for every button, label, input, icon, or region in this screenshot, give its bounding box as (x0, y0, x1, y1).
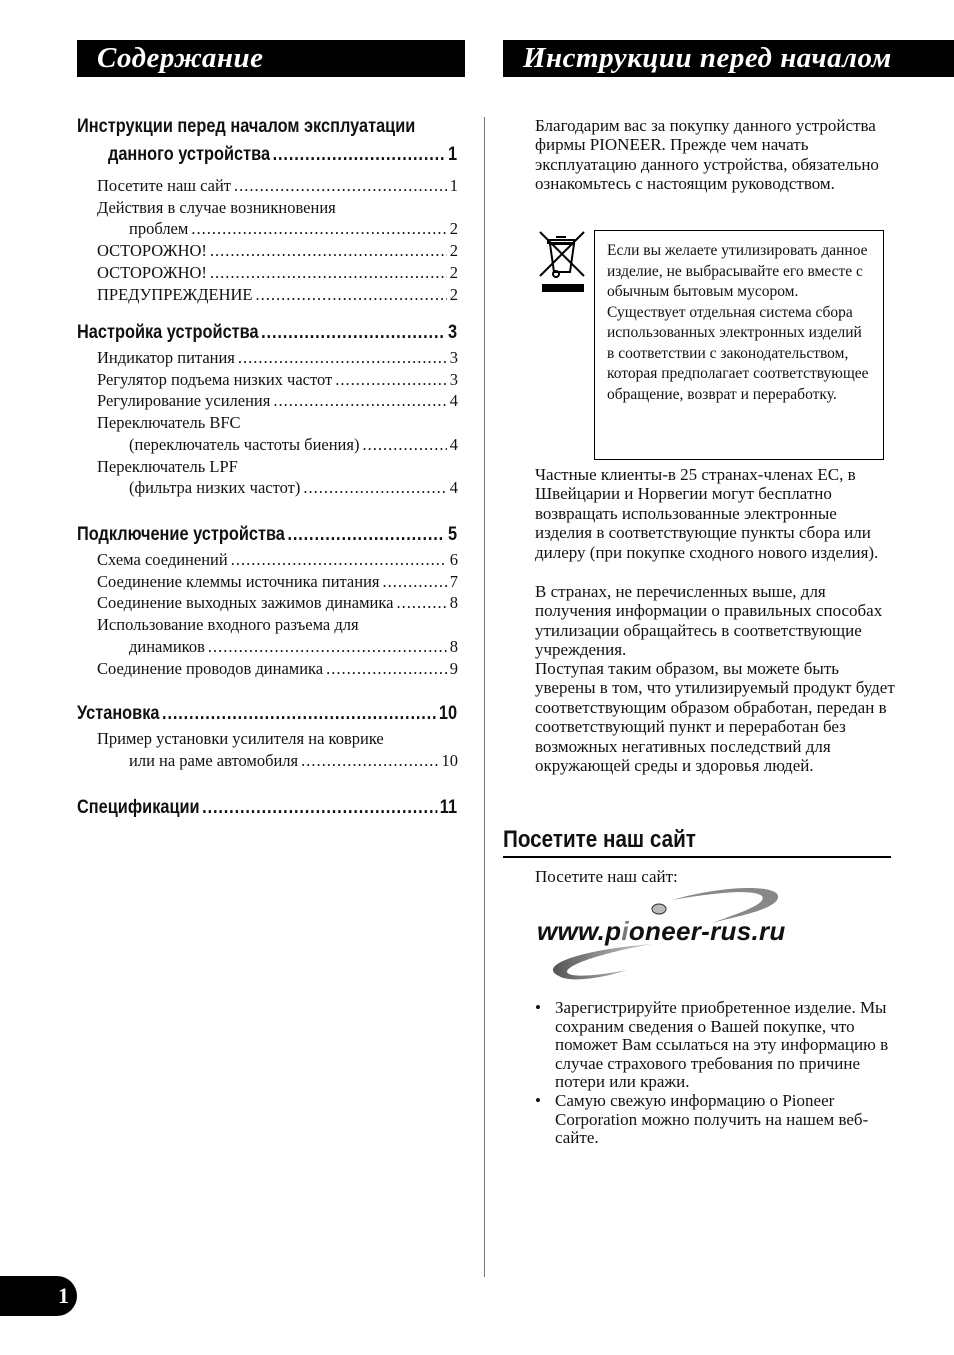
toc-entry[interactable] (77, 434, 458, 456)
toc-section-2 (77, 319, 458, 499)
toc-leader (210, 262, 447, 284)
toc-page: 8 (449, 593, 458, 613)
list-item: • Самую свежую информацию о Pioneer Corporation можно получить на нашем веб-сайте. (535, 1092, 895, 1148)
toc-leader (234, 175, 447, 197)
thanks-paragraph: Благодарим вас за покупку данного устройства фирмы PIONEER. Прежде чем начать эксплуатацию данного устройства, обязательно ознакомьтесь с настоящим руководством. (535, 116, 879, 194)
toc-page: 1 (447, 144, 458, 165)
toc-page: 11 (439, 797, 458, 818)
toc-page: 2 (449, 241, 458, 261)
website-url[interactable] (537, 916, 786, 947)
toc-entry-label: Посетите наш сайт (97, 176, 231, 195)
toc-entry[interactable] (77, 571, 458, 593)
toc-entry-label[interactable]: Переключатель BFC (97, 413, 241, 433)
disposal-notice-box: Если вы желаете утилизировать данное изделие, не выбрасывайте его вместе с обычным бытовым мусором. Существует отдельная система сбора использованных электронных изделий в соответствии с законодательством, которая предполагает соответствующее обращение, возврат и переработку. (594, 230, 884, 460)
website-benefits-list (535, 999, 895, 1148)
toc-section-3 (77, 521, 458, 679)
toc-page: 2 (449, 262, 458, 282)
toc-leader (287, 521, 445, 549)
toc-entry[interactable] (77, 549, 458, 571)
toc-page: 3 (449, 369, 458, 389)
toc-entry-label: Индикатор питания (97, 348, 235, 367)
toc-page: 4 (449, 391, 458, 411)
toc-entry-label[interactable]: Действия в случае возникновения (97, 197, 336, 217)
toc-page: 10 (438, 703, 458, 724)
toc-leader (383, 571, 447, 593)
toc-leader (273, 141, 446, 169)
toc-heading-label: Настройка устройства (77, 322, 259, 343)
toc-entry-label: Соединение выходных зажимов динамика (97, 593, 394, 613)
toc-entry-label: ОСТОРОЖНО! (97, 241, 207, 261)
column-divider (484, 117, 485, 1277)
toc-entry-label[interactable]: Пример установки усилителя на коврике (97, 729, 384, 748)
toc-section-1 (77, 113, 458, 305)
toc-heading[interactable] (77, 794, 457, 822)
other-countries-paragraph: В странах, не перечисленных выше, для получения информации о правильных способах утилизации обращайтесь в соответствующие учреждения. (535, 582, 883, 660)
toc-leader (231, 549, 447, 571)
toc-leader (162, 700, 436, 728)
toc-leader (210, 240, 447, 262)
toc-heading[interactable] (77, 319, 457, 347)
toc-entry-label: динамиков (129, 636, 205, 656)
toc-entry[interactable] (77, 240, 458, 262)
toc-entry[interactable] (77, 750, 458, 772)
toc-page: 2 (449, 284, 458, 304)
toc-entry-label: Регулирование усиления (97, 391, 271, 411)
toc-leader (256, 284, 447, 306)
toc-page: 7 (449, 571, 458, 591)
toc-heading-label: Установка (77, 703, 160, 724)
toc-leader (396, 592, 446, 614)
toc-entry-label: (фильтра низких частот) (129, 478, 301, 498)
toc-heading-label: Спецификации (77, 797, 200, 818)
toc-entry[interactable] (77, 658, 458, 680)
toc-page: 4 (449, 478, 458, 498)
toc-entry[interactable] (77, 636, 458, 658)
toc-entry[interactable] (77, 284, 458, 306)
toc-entry-label: Регулятор подъема низких частот (97, 369, 333, 389)
toc-heading-label: Подключение устройства (77, 524, 285, 545)
list-item: • Зарегистрируйте приобретенное изделие. Мы сохраним сведения о Вашей покупке, что поможет Вам ссылаться на эту информацию в случае страхового требования по причине потери или кражи. (535, 999, 895, 1092)
url-part: www.p (537, 916, 622, 946)
page-number: 1 (0, 1276, 77, 1316)
toc-leader (191, 218, 446, 240)
toc-section-5 (77, 794, 458, 822)
toc-leader (208, 636, 447, 658)
toc-page: 1 (449, 176, 458, 195)
toc-entry-label: ОСТОРОЖНО! (97, 262, 207, 282)
toc-entry-label: (переключатель частоты биения) (129, 434, 360, 454)
toc-page: 6 (449, 550, 458, 569)
eu-disposal-paragraph: Частные клиенты-в 25 странах-членах ЕС, в Швейцарии и Норвегии могут бесплатно возвращать использованные электронные изделия в соответствующие пункты сбора или дилеру (при покупке сходного нового изделия). (535, 465, 879, 562)
website-lead: Посетите наш сайт: (535, 867, 678, 886)
toc-heading-line1: Инструкции перед началом эксплуатации (77, 116, 416, 137)
toc-entry-label[interactable]: Использование входного разъема для (97, 615, 359, 635)
toc-entry[interactable] (77, 369, 458, 391)
toc-entry[interactable] (77, 592, 458, 614)
toc-heading-line2: данного устройства (107, 144, 271, 165)
toc-leader (326, 658, 447, 680)
toc-leader (202, 794, 437, 822)
toc-leader (335, 369, 447, 391)
toc-page: 10 (441, 750, 458, 770)
website-heading: Посетите наш сайт (503, 826, 891, 858)
toc-leader (362, 434, 446, 456)
toc-entry-label: Соединение клеммы источника питания (97, 571, 380, 591)
toc-section-4 (77, 700, 458, 771)
website-link[interactable] (537, 886, 827, 982)
toc-page: 5 (447, 524, 458, 545)
toc-leader (261, 319, 445, 347)
toc-heading[interactable] (77, 521, 457, 549)
toc-entry-label[interactable]: Переключатель LPF (97, 456, 238, 476)
toc-entry[interactable] (77, 218, 458, 240)
toc-entry-label: Соединение проводов динамика (97, 658, 324, 678)
toc-page: 4 (449, 434, 458, 454)
toc-page: 8 (449, 636, 458, 656)
toc-leader (301, 750, 438, 772)
toc-page: 3 (449, 348, 458, 367)
toc-heading[interactable] (77, 113, 457, 169)
environment-paragraph: Поступая таким образом, вы можете быть уверены в том, что утилизируемый продукт будет соответствующим образом обработан, передан в соответствующий пункт и переработан без возможных негативных последствий для окружающей среды и здоровья людей. (535, 659, 895, 776)
toc-leader (303, 477, 446, 499)
toc-page: 3 (447, 322, 458, 343)
toc-entry-label: ПРЕДУПРЕЖДЕНИЕ (97, 284, 253, 304)
toc-entry[interactable] (77, 477, 458, 499)
toc-entry[interactable] (77, 175, 458, 197)
instructions-header: Инструкции перед началом (503, 40, 954, 77)
toc-entry[interactable] (77, 262, 458, 284)
toc-page: 9 (449, 658, 458, 678)
toc-heading[interactable] (77, 700, 457, 728)
toc-entry[interactable] (77, 347, 458, 369)
contents-header: Содержание (77, 40, 465, 77)
toc-entry-label: проблем (129, 219, 189, 239)
toc-entry[interactable] (77, 390, 458, 412)
toc-leader (238, 347, 447, 369)
toc-leader (273, 390, 446, 412)
toc-entry-label: Схема соединений (97, 550, 228, 569)
toc-page: 2 (449, 219, 458, 239)
url-part: i (621, 916, 629, 946)
crossed-out-wheelie-bin-icon (536, 228, 590, 294)
url-part: oneer-rus.ru (628, 916, 786, 946)
toc-entry-label: или на раме автомобиля (129, 750, 299, 770)
